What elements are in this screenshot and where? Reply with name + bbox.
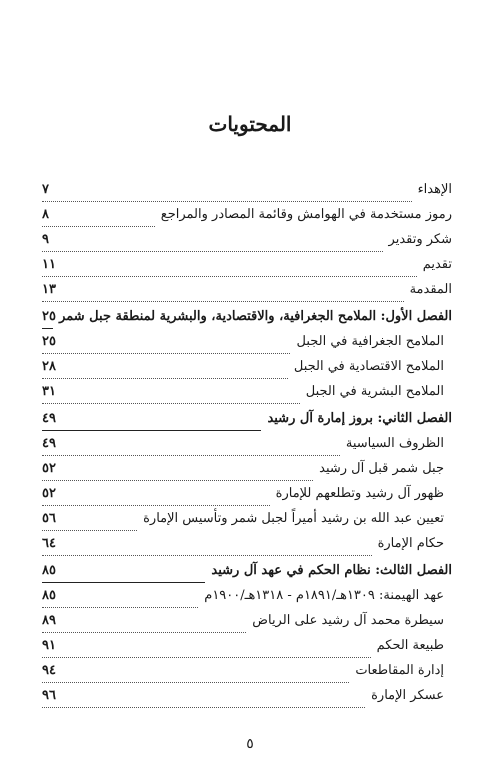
toc-leader-line xyxy=(42,276,417,277)
toc-entry-label: الملامح الجغرافية في الجبل xyxy=(296,334,444,349)
toc-entry-label: المقدمة xyxy=(409,282,452,297)
toc-leader-line xyxy=(42,430,261,431)
toc-entry xyxy=(42,534,452,559)
toc-leader-line xyxy=(42,505,270,506)
toc-entry-page: ٨٩ xyxy=(42,613,56,628)
toc-entry xyxy=(42,636,452,661)
page-title: المحتويات xyxy=(208,112,292,136)
toc-entry-page: ٥٢ xyxy=(42,486,56,501)
toc-leader-line xyxy=(42,403,300,404)
toc-entry xyxy=(42,180,452,205)
toc-leader-line xyxy=(42,657,371,658)
toc-leader-line xyxy=(42,607,198,608)
toc-entry-label: الملامح البشرية في الجبل xyxy=(305,384,444,399)
toc-leader-line xyxy=(42,707,365,708)
toc-leader-line xyxy=(42,226,155,227)
toc-entry-page: ٤٩ xyxy=(42,411,56,426)
toc-entry-page: ٥٦ xyxy=(42,511,56,526)
toc-leader-line xyxy=(42,455,340,456)
toc-leader-line xyxy=(42,353,290,354)
toc-entry-label: الملامح الاقتصادية في الجبل xyxy=(293,359,444,374)
toc-entry xyxy=(42,459,452,484)
toc-entry-page: ٤٩ xyxy=(42,436,56,451)
toc-entry-page: ٥٢ xyxy=(42,461,56,476)
toc-entry xyxy=(42,280,452,305)
toc-entry-page: ٩١ xyxy=(42,638,56,653)
toc-entry xyxy=(42,255,452,280)
toc-entry-label: حكام الإمارة xyxy=(377,536,444,551)
toc-entry xyxy=(42,509,452,534)
toc-entry-page: ٩ xyxy=(42,232,49,247)
toc-entry-label: الفصل الأول: الملامح الجغرافية، والاقتصادية، والبشرية لمنطقة جبل شمر xyxy=(59,309,452,324)
toc-chapter-entry xyxy=(42,561,452,586)
toc-entry xyxy=(42,332,452,357)
table-of-contents xyxy=(42,180,452,711)
page-number: ٥ xyxy=(246,736,254,752)
toc-entry-label: الفصل الثاني: بروز إمارة آل رشيد xyxy=(267,411,452,426)
toc-entry-page: ١٣ xyxy=(42,282,56,297)
toc-entry xyxy=(42,382,452,407)
toc-entry-label: جبل شمر قبل آل رشيد xyxy=(319,461,444,476)
toc-leader-line xyxy=(42,251,383,252)
toc-entry xyxy=(42,434,452,459)
toc-entry-page: ٩٦ xyxy=(42,688,56,703)
toc-entry-label: الإهداء xyxy=(417,182,452,197)
toc-entry-page: ١١ xyxy=(42,257,56,272)
toc-entry xyxy=(42,611,452,636)
toc-leader-line xyxy=(42,555,372,556)
toc-leader-line xyxy=(42,582,205,583)
toc-entry-page: ٩٤ xyxy=(42,663,56,678)
toc-entry xyxy=(42,357,452,382)
toc-entry-label: عهد الهيمنة: ١٣٠٩هـ/١٨٩١م - ١٣١٨هـ/١٩٠٠م xyxy=(204,588,444,603)
toc-chapter-entry xyxy=(42,307,452,332)
toc-leader-line xyxy=(42,201,412,202)
toc-entry-page: ٢٨ xyxy=(42,359,56,374)
toc-entry-label: رموز مستخدمة في الهوامش وقائمة المصادر والمراجع xyxy=(160,207,452,222)
toc-entry-label: سيطرة محمد آل رشيد على الرياض xyxy=(252,613,444,628)
toc-leader-line xyxy=(42,632,246,633)
toc-entry xyxy=(42,586,452,611)
toc-entry-label: عسكر الإمارة xyxy=(371,688,444,703)
toc-leader-line xyxy=(42,480,313,481)
toc-entry-page: ٣١ xyxy=(42,384,56,399)
toc-entry-label: شكر وتقدير xyxy=(388,232,452,247)
toc-entry xyxy=(42,661,452,686)
toc-leader-line xyxy=(42,682,349,683)
toc-entry-page: ٢٥ xyxy=(42,309,56,324)
toc-entry-page: ٧ xyxy=(42,182,49,197)
toc-entry-label: الظروف السياسية xyxy=(345,436,444,451)
toc-entry-page: ٨٥ xyxy=(42,563,56,578)
toc-entry xyxy=(42,484,452,509)
toc-entry xyxy=(42,230,452,255)
toc-entry-page: ٢٥ xyxy=(42,334,56,349)
toc-entry-label: ظهور آل رشيد وتطلعهم للإمارة xyxy=(275,486,444,501)
toc-entry-label: تقديم xyxy=(422,257,452,272)
toc-entry xyxy=(42,205,452,230)
toc-entry xyxy=(42,686,452,711)
toc-entry-label: إدارة المقاطعات xyxy=(355,663,444,678)
toc-chapter-entry xyxy=(42,409,452,434)
toc-leader-line xyxy=(42,530,137,531)
toc-entry-label: الفصل الثالث: نظام الحكم في عهد آل رشيد xyxy=(211,563,452,578)
toc-entry-page: ٦٤ xyxy=(42,536,56,551)
toc-entry-page: ٨٥ xyxy=(42,588,56,603)
toc-entry-label: طبيعة الحكم xyxy=(376,638,444,653)
toc-leader-line xyxy=(42,378,288,379)
toc-entry-label: تعيين عبد الله بن رشيد أميراً لجبل شمر وتأسيس الإمارة xyxy=(143,511,444,526)
toc-leader-line xyxy=(42,328,53,329)
toc-entry-page: ٨ xyxy=(42,207,49,222)
toc-leader-line xyxy=(42,301,404,302)
